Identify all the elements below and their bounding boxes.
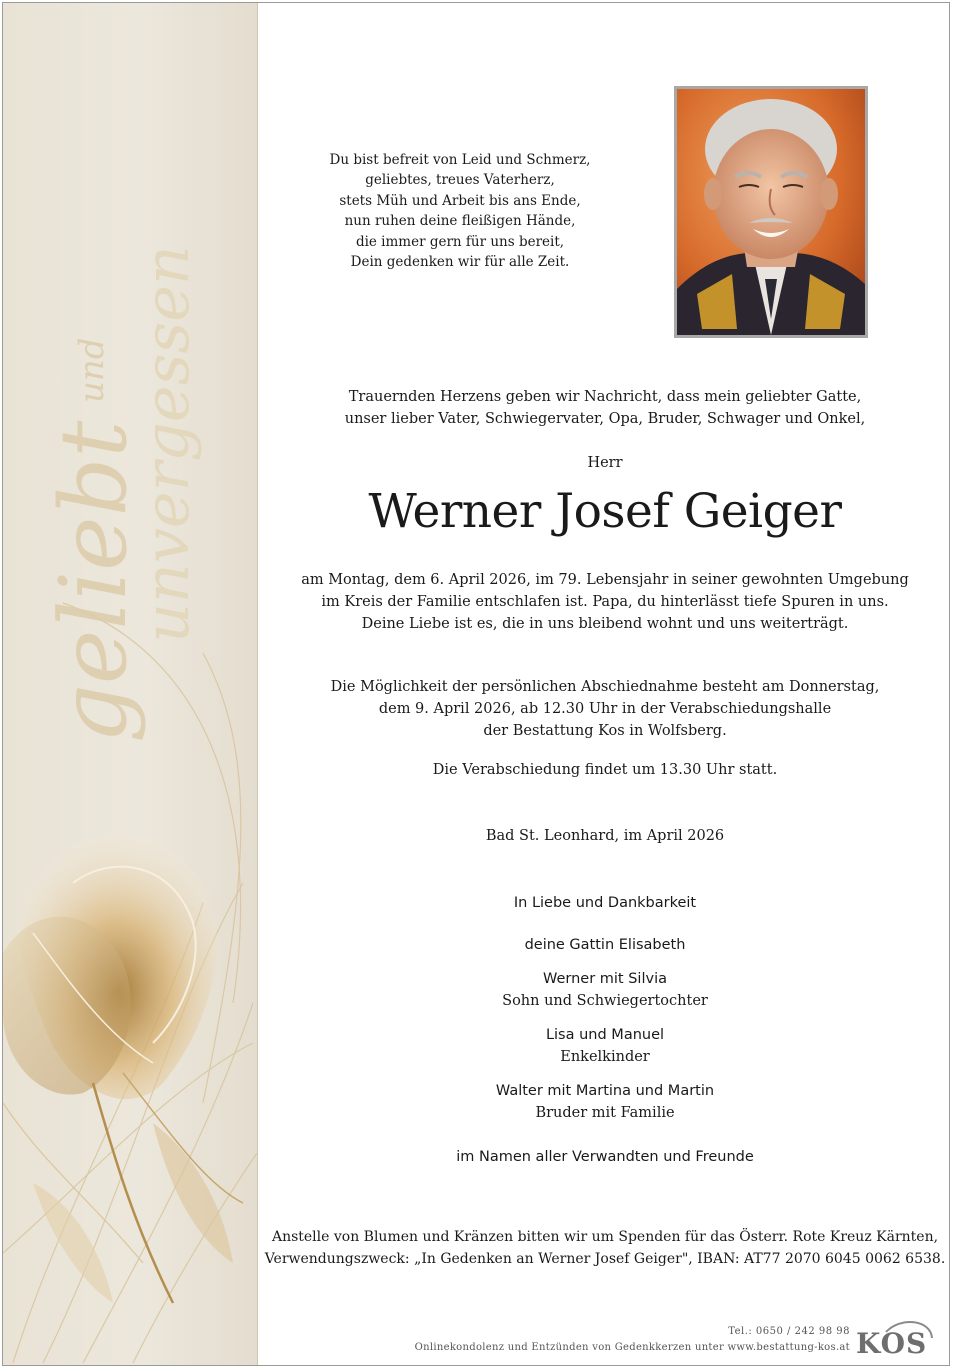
kos-logo	[856, 1318, 936, 1362]
mourner-names: Walter mit Martina und Martin	[495, 1083, 715, 1099]
calla-lily-illustration	[3, 3, 257, 1365]
farewell-line: der Bestattung Kos in Wolfsberg.	[483, 723, 727, 739]
passing-line: Deine Liebe ist es, die in uns bleibend wohnt und uns weiterträgt.	[361, 616, 849, 632]
poem-line: nun ruhen deine fleißigen Hände,	[344, 213, 576, 230]
poem-line: Du bist befreit von Leid und Schmerz,	[329, 152, 591, 168]
farewell-line: dem 9. April 2026, ab 12.30 Uhr in der Verabschiedungshalle	[378, 701, 832, 717]
passing-line: im Kreis der Familie entschlafen ist. Papa, du hinterlässt tiefe Spuren in uns.	[321, 594, 889, 610]
mourner-relation: Enkelkinder	[560, 1049, 650, 1065]
footer-website: Onlinekondolenz und Entzünden von Gedenkkerzen unter www.bestattung-kos.at	[414, 1342, 850, 1353]
passing-text	[260, 569, 950, 635]
memorial-poem	[300, 150, 620, 272]
portrait-photo	[674, 86, 868, 338]
donation-notice	[255, 1226, 955, 1270]
poem-line: geliebtes, treues Vaterherz,	[365, 172, 555, 189]
mourner-group	[260, 1080, 950, 1124]
poem-line: Dein gedenken wir für alle Zeit.	[350, 254, 570, 271]
intro-line: unser lieber Vater, Schwiegervater, Opa, Bruder, Schwager und Onkel,	[344, 411, 866, 427]
donation-line: Verwendungszweck: „In Gedenken an Werner Josef Geiger", IBAN: AT77 2070 6045 0062 6538.	[264, 1251, 946, 1267]
mourners-heading: In Liebe und Dankbarkeit	[513, 895, 697, 911]
announcement-intro	[260, 386, 950, 430]
mourner-group	[260, 1024, 950, 1068]
salutation: Herr	[587, 455, 623, 471]
logo-text: KOS	[856, 1327, 928, 1360]
script-und: und	[72, 337, 112, 403]
poem-line: stets Müh und Arbeit bis ans Ende,	[339, 192, 581, 209]
decorative-side-panel	[3, 3, 258, 1365]
mourner-names: Lisa und Manuel	[545, 1027, 665, 1043]
deceased-name: Werner Josef Geiger	[368, 484, 842, 539]
mourner-wife: deine Gattin Elisabeth	[524, 937, 686, 953]
portrait-image	[677, 89, 865, 335]
farewell-line: Die Möglichkeit der persönlichen Abschiednahme besteht am Donnerstag,	[330, 679, 880, 695]
ceremony-time: Die Verabschiedung findet um 13.30 Uhr statt.	[432, 762, 778, 778]
mourner-names: Werner mit Silvia	[542, 971, 667, 987]
mourner-group	[260, 968, 950, 1012]
footer-phone: Tel.: 0650 / 242 98 98	[728, 1326, 850, 1337]
script-geliebt: geliebt	[40, 420, 147, 743]
mourners-closing: im Namen aller Verwandten und Freunde	[456, 1149, 754, 1165]
place-date: Bad St. Leonhard, im April 2026	[485, 828, 725, 844]
mourner-relation: Sohn und Schwiegertochter	[502, 993, 708, 1009]
poem-line: die immer gern für uns bereit,	[355, 233, 565, 250]
donation-line: Anstelle von Blumen und Kränzen bitten wir um Spenden für das Österr. Rote Kreuz Kärnten,	[271, 1229, 939, 1245]
intro-line: Trauernden Herzens geben wir Nachricht, dass mein geliebter Gatte,	[348, 389, 862, 405]
farewell-text	[260, 676, 950, 742]
mourner-relation: Bruder mit Familie	[535, 1105, 675, 1121]
script-unvergessen: unvergessen	[130, 245, 203, 643]
passing-line: am Montag, dem 6. April 2026, im 79. Lebensjahr in seiner gewohnten Umgebung	[301, 572, 909, 588]
